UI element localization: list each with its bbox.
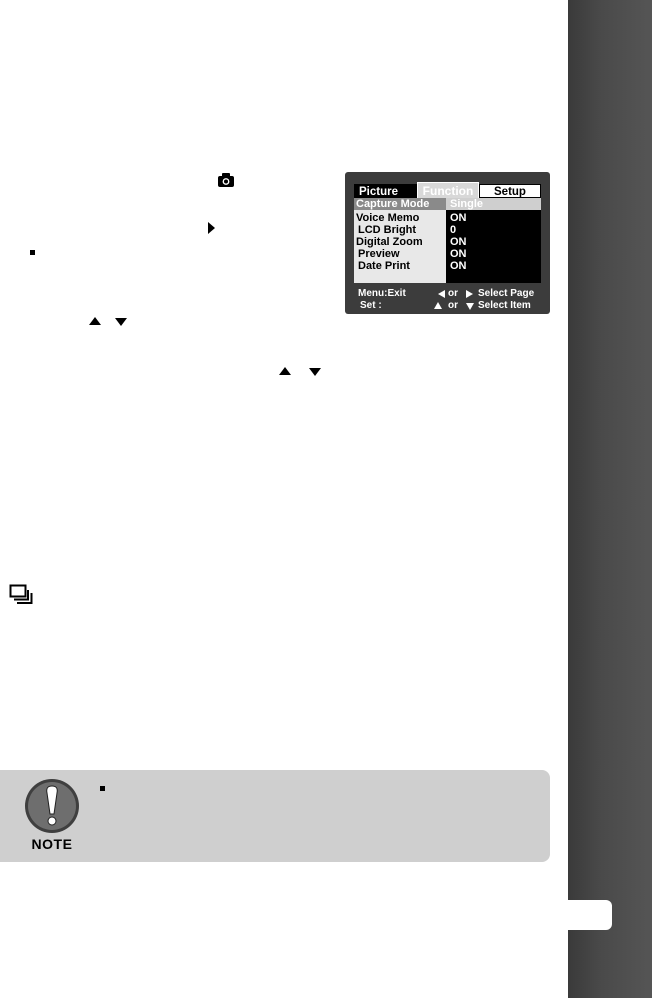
up-arrow-icon [279,367,291,375]
menu-item-digital-zoom[interactable]: Digital Zoom [356,236,423,248]
side-band [568,0,652,998]
right-arrow-icon [208,222,215,234]
right-arrow-icon [466,290,473,298]
set-hint: Set : [360,300,382,311]
note-exclamation-icon [22,776,82,852]
menu-value-date-print: ON [450,260,467,272]
menu-item-preview[interactable]: Preview [358,248,400,260]
note-bullet-icon [100,786,105,791]
or-text-1: or [448,288,458,299]
menu-value-capture-mode: Single [446,198,541,210]
continuous-shot-icon [9,584,33,604]
menu-item-date-print[interactable]: Date Print [358,260,410,272]
page-number-tab [566,900,612,930]
menu-item-lcd-bright[interactable]: LCD Bright [358,224,417,236]
bullet-icon [30,250,35,255]
left-arrow-icon [438,290,445,298]
note-box [0,770,550,862]
down-arrow-icon [466,303,474,310]
menu-value-preview: ON [450,248,467,260]
menu-value-digital-zoom: ON [450,236,467,248]
up-arrow-icon [89,317,101,325]
camera-icon [217,172,235,188]
lcd-menu-screenshot [345,172,550,314]
up-arrow-icon [434,302,442,309]
select-page-hint: Select Page [478,288,535,299]
menu-footer [345,284,550,312]
select-item-hint: Select Item [478,300,531,311]
or-text-2: or [448,300,458,311]
tab-picture[interactable]: Picture [354,184,417,198]
menu-exit-hint: Menu:Exit [358,288,406,299]
menu-value-lcd-bright: 0 [450,224,457,236]
menu-item-capture-mode[interactable]: Capture Mode [354,198,446,210]
menu-values-column [446,198,541,283]
down-arrow-icon [115,318,127,326]
menu-item-voice-memo[interactable]: Voice Memo [356,212,420,224]
menu-value-voice-memo: ON [450,212,467,224]
menu-labels-column [354,198,446,283]
down-arrow-icon [309,368,321,376]
tab-setup[interactable]: Setup [479,184,541,198]
note-label: NOTE [31,836,73,852]
tab-function[interactable]: Function [417,182,479,199]
